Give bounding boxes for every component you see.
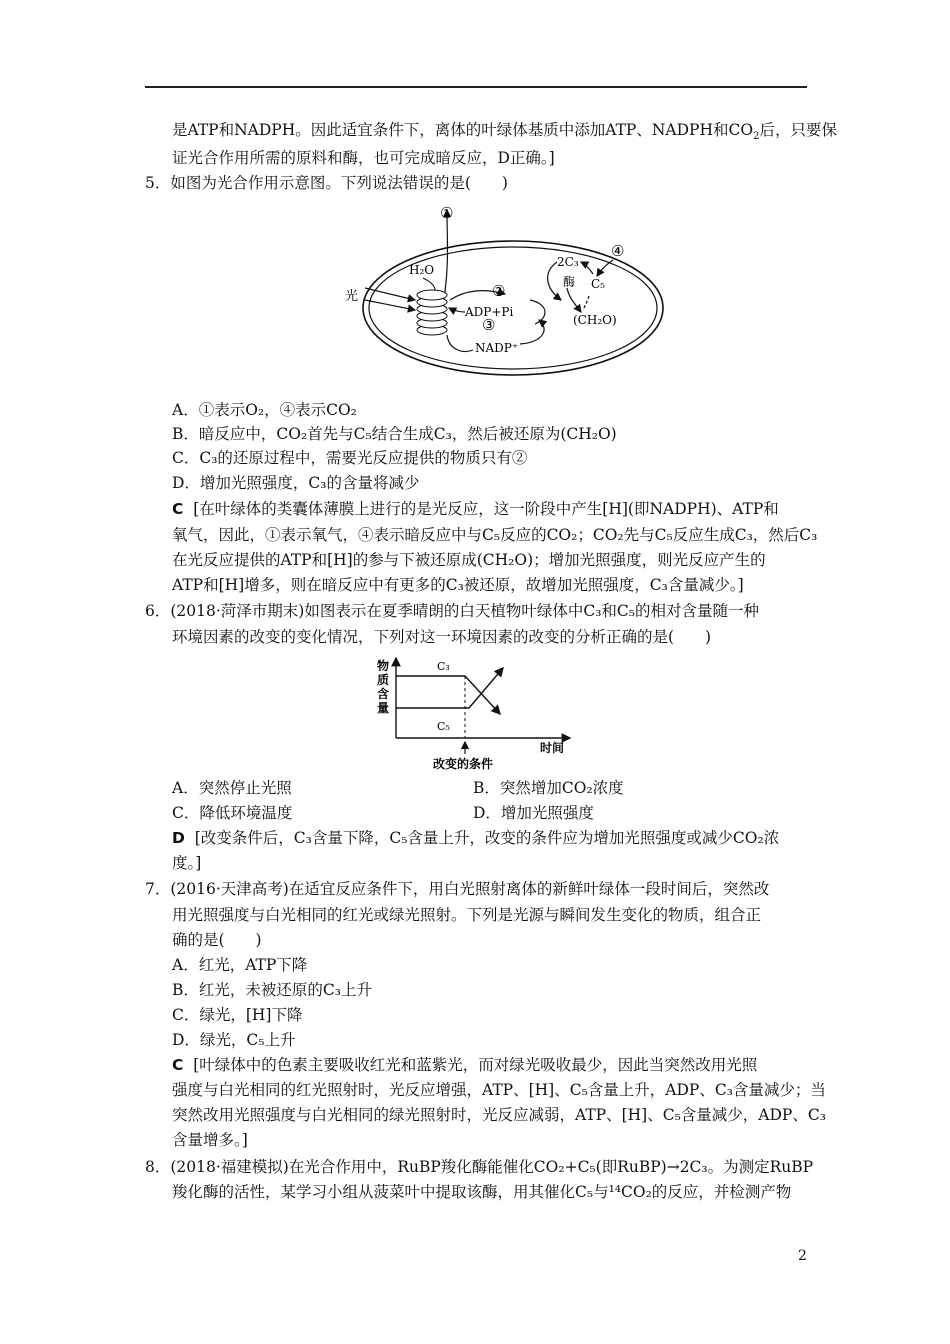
q7-stem-line-1: 7．(2016·天津高考)在适宜反应条件下，用白光照射离体的新鲜叶绿体一段时间后，突然改 (145, 880, 770, 898)
q7-option-a: A．红光，ATP下降 (172, 956, 308, 974)
enzyme-label: 酶 (563, 275, 576, 289)
page-number: 2 (798, 1248, 807, 1264)
c3-series-label: C₃ (437, 660, 450, 673)
q5-explanation-line-1: C [在叶绿体的类囊体薄膜上进行的是光反应，这一阶段中产生[H](即NADPH)、ATP和 (172, 500, 779, 518)
ch2o-label: (CH₂O) (573, 313, 617, 327)
oxygen-arrow (445, 210, 448, 292)
q8-stem-line-2: 羧化酶的活性，某学习小组从菠菜叶中提取该酶，用其催化C₅与¹⁴CO₂的反应，并检测产物 (172, 1183, 792, 1201)
q6-answer: D (172, 829, 185, 847)
q5-option-b: B．暗反应中，CO₂首先与C₅结合生成C₃，然后被还原为(CH₂O) (172, 425, 617, 443)
q7-option-c: C．绿光，[H]下降 (172, 1006, 303, 1024)
y-label-1: 质 (377, 673, 390, 687)
q5-option-c: C．C₃的还原过程中，需要光反应提供的物质只有② (172, 449, 528, 467)
q7-stem-line-2: 用光照强度与白光相同的红光或绿光照射。下列是光源与瞬间发生变化的物质，组合正 (172, 906, 762, 924)
h2o-label: H₂O (409, 263, 435, 277)
q6-stem-line-2: 环境因素的改变的变化情况，下列对这一环境因素的改变的分析正确的是( ) (172, 628, 712, 646)
q5-stem: 5．如图为光合作用示意图。下列说法错误的是( ) (145, 174, 508, 192)
c3-c5-chart (345, 650, 585, 775)
q6-option-a: A．突然停止光照 (172, 779, 292, 797)
q5-option-d: D．增加光照强度，C₃的含量将减少 (172, 474, 420, 492)
y-label-2: 含 (377, 687, 390, 701)
q7-explanation-line-2: 强度与白光相同的红光照射时，光反应增强，ATP、[H]、C₅含量上升，ADP、C₃含量减少；当 (172, 1081, 826, 1099)
q5-explanation-line-3: 在光反应提供的ATP和[H]的参与下被还原成(CH₂O)；增加光照强度，则光反应产生的 (172, 551, 766, 569)
y-label-3: 量 (377, 701, 390, 715)
c3-label: 2C₃ (557, 255, 579, 269)
x-axis-label: 时间 (540, 741, 565, 755)
label-3: ③ (482, 316, 496, 334)
q5-explanation-line-2: 氧气，因此，①表示氧气，④表示暗反应中与C₅反应的CO₂；CO₂先与C₅反应生成C₃，然后C₃ (172, 526, 818, 544)
q5-explanation-line-4: ATP和[H]增多，则在暗反应中有更多的C₃被还原，故增加光照强度，C₃含量减少。] (172, 576, 744, 594)
y-label-0: 物 (377, 659, 390, 673)
c5-label: C₅ (591, 277, 605, 291)
q5-option-a: A．①表示O₂，④表示CO₂ (172, 401, 357, 419)
q4-explanation-line-2: 证光合作用所需的原料和酶，也可完成暗反应，D正确。] (172, 149, 555, 167)
q6-option-b: B．突然增加CO₂浓度 (473, 779, 624, 797)
q7-explanation-line-1: C [叶绿体中的色素主要吸收红光和蓝紫光，而对绿光吸收最少，因此当突然改用光照 (172, 1056, 758, 1074)
q6-stem-line-1: 6．(2018·菏泽市期末)如图表示在夏季晴朗的白天植物叶绿体中C₃和C₅的相对含量随一种 (145, 602, 759, 620)
condition-label: 改变的条件 (433, 757, 494, 771)
label-2: ② (492, 282, 506, 300)
label-1: ① (440, 204, 454, 222)
q8-stem-line-1: 8．(2018·福建模拟)在光合作用中，RuBP羧化酶能催化CO₂+C₅(即RuBP)→2C₃。为测定RuBP (145, 1158, 814, 1176)
q7-option-d: D．绿光，C₅上升 (172, 1031, 296, 1049)
nadp-label: NADP⁺ (475, 341, 519, 355)
q7-explanation-line-3: 突然改用光照强度与白光相同的绿光照射时，光反应减弱，ATP、[H]、C₅含量减少，ADP、C₃ (172, 1106, 826, 1124)
q7-answer: C (172, 1056, 184, 1074)
label-4: ④ (611, 242, 625, 260)
q7-stem-line-3: 确的是( ) (172, 931, 262, 949)
photosynthesis-diagram (335, 200, 665, 380)
light-label: 光 (345, 289, 359, 304)
q4-explanation-line-1: 是ATP和NADPH。因此适宜条件下，离体的叶绿体基质中添加ATP、NADPH和$CO_2$后，只要保 (172, 121, 837, 143)
q6-explanation-line-1: D [改变条件后，C₃含量下降，C₅含量上升，改变的条件应为增加光照强度或减少CO₂浓 (172, 829, 780, 847)
q5-answer: C (172, 500, 184, 518)
adp-label: ADP+Pi (465, 305, 514, 319)
header-rule (145, 86, 807, 88)
thylakoid-stack (417, 290, 447, 335)
q6-option-d: D．增加光照强度 (473, 804, 594, 822)
q7-explanation-line-4: 含量增多。] (172, 1131, 248, 1149)
q7-option-b: B．红光，未被还原的C₃上升 (172, 981, 372, 999)
c5-series-line (396, 668, 503, 708)
q6-explanation-line-2: 度。] (172, 854, 202, 872)
q6-option-c: C．降低环境温度 (172, 804, 293, 822)
c5-series-label: C₅ (437, 720, 450, 733)
